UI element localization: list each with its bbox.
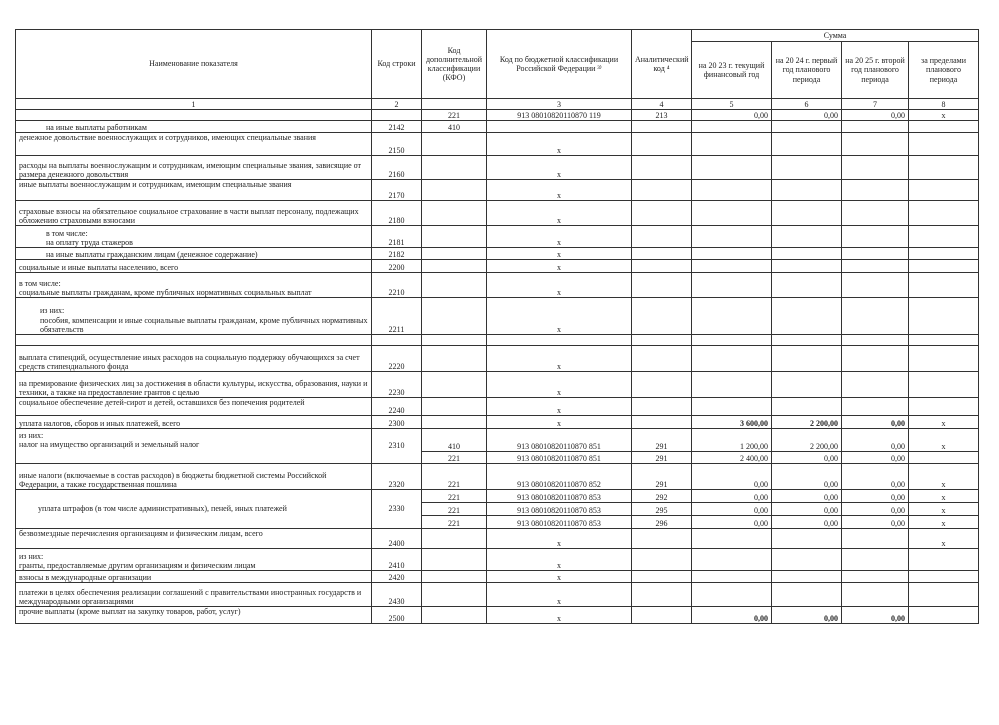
- row-code: 2410: [372, 549, 422, 571]
- row-analytic: 291: [632, 452, 692, 464]
- col-number: 3: [487, 99, 632, 110]
- header-code: Код строки: [372, 30, 422, 99]
- row-value-2025: 0,00: [842, 464, 909, 490]
- row-value-beyond: x: [909, 110, 979, 121]
- row-value-2023: 0,00: [692, 464, 772, 490]
- row-prefix: из них:: [19, 431, 44, 440]
- row-value-2023: 0,00: [692, 490, 772, 503]
- table-row: [16, 583, 979, 607]
- table-row: [16, 429, 979, 452]
- row-prefix: из них:: [40, 306, 65, 316]
- col-number: 7: [842, 99, 909, 110]
- row-value-2025: 0,00: [842, 429, 909, 452]
- row-value-beyond: x: [909, 516, 979, 529]
- row-value-2024: 0,00: [772, 516, 842, 529]
- row-analytic: 295: [632, 503, 692, 516]
- row-value-2024: 0,00: [772, 452, 842, 464]
- row-code: 2300: [372, 416, 422, 429]
- col-number: 4: [632, 99, 692, 110]
- row-bk: 913 08010820110870 851: [487, 429, 632, 452]
- row-name: на премирование физических лиц за достижения в области культуры, искусства, образования, науки и техники, а также на предоставление грантов с целью: [16, 372, 372, 398]
- table-row: [16, 549, 979, 571]
- row-code: 2310: [372, 429, 422, 464]
- row-code: 2210: [372, 273, 422, 298]
- row-name: выплата стипендий, осуществление иных расходов на социальную поддержку обучающихся за счет средств стипендиального фонда: [16, 346, 372, 372]
- row-name: социальные выплаты гражданам, кроме публичных нормативных социальных выплат: [19, 287, 312, 297]
- col-number: 1: [16, 99, 372, 110]
- row-value-2024: 0,00: [772, 490, 842, 503]
- row-code: 2150: [372, 133, 422, 156]
- header-year-2023: на 20 23 г. текущий финансовый год: [692, 42, 772, 99]
- row-kfo: 221: [422, 452, 487, 464]
- header-beyond: за пределами планового периода: [909, 42, 979, 99]
- col-number: 6: [772, 99, 842, 110]
- row-name: уплата штрафов (в том числе административных), пеней, иных платежей: [16, 490, 372, 529]
- row-code: 2330: [372, 490, 422, 529]
- row-value-2024: 0,00: [772, 503, 842, 516]
- row-kfo: 221: [422, 503, 487, 516]
- row-value-2025: 0,00: [842, 490, 909, 503]
- col-number: [422, 99, 487, 110]
- row-value-2023: 1 200,00: [692, 429, 772, 452]
- row-name: иные выплаты военнослужащим и сотрудникам, имеющим специальные звания: [16, 180, 372, 201]
- row-analytic: 292: [632, 490, 692, 503]
- table-row: [16, 298, 979, 335]
- row-bk: x: [487, 226, 632, 248]
- header-kfo: Код дополнительной классификации (КФО): [422, 30, 487, 99]
- row-name-cell: [16, 549, 372, 571]
- row-analytic: 291: [632, 464, 692, 490]
- row-bk: x: [487, 180, 632, 201]
- col-number: 8: [909, 99, 979, 110]
- row-bk: x: [487, 549, 632, 571]
- row-value-beyond: x: [909, 529, 979, 549]
- row-name: страховые взносы на обязательное социальное страхование в части выплат персоналу, подлежащих обложению страховыми взносами: [16, 201, 372, 226]
- row-bk: x: [487, 372, 632, 398]
- row-name: денежное довольствие военнослужащих и сотрудников, имеющих специальные звания: [16, 133, 372, 156]
- table-row: [16, 180, 979, 201]
- row-name: социальное обеспечение детей-сирот и детей, оставшихся без попечения родителей: [16, 398, 372, 416]
- budget-table: [15, 29, 979, 624]
- row-code: 2320: [372, 464, 422, 490]
- row-value-2024: 0,00: [772, 110, 842, 121]
- row-name: социальные и иные выплаты населению, всего: [16, 260, 372, 273]
- row-value-beyond: x: [909, 429, 979, 452]
- row-name-cell: [16, 273, 372, 298]
- row-value-2025: 0,00: [842, 503, 909, 516]
- row-value-2025: 0,00: [842, 516, 909, 529]
- table-row: [16, 529, 979, 549]
- row-name: платежи в целях обеспечения реализации соглашений с правительствами иностранных государств и международными организациями: [16, 583, 372, 607]
- row-name: уплата налогов, сборов и иных платежей, всего: [16, 416, 372, 429]
- row-code: 2500: [372, 607, 422, 624]
- row-code: 2180: [372, 201, 422, 226]
- row-code: 2181: [372, 226, 422, 248]
- table-row: [16, 416, 979, 429]
- row-bk: x: [487, 298, 632, 335]
- row-value-2023: 0,00: [692, 516, 772, 529]
- row-value-2023: 0,00: [692, 607, 772, 624]
- row-kfo: 410: [422, 429, 487, 452]
- row-name: налог на имущество организаций и земельный налог: [19, 440, 200, 450]
- row-value-beyond: x: [909, 464, 979, 490]
- row-value-2023: 3 600,00: [692, 416, 772, 429]
- table-row: [16, 201, 979, 226]
- table-row: [16, 260, 979, 273]
- row-kfo: 221: [422, 464, 487, 490]
- table-row: [16, 121, 979, 133]
- row-bk: x: [487, 583, 632, 607]
- row-bk: 913 08010820110870 852: [487, 464, 632, 490]
- row-code: 2160: [372, 156, 422, 180]
- row-code: 2220: [372, 346, 422, 372]
- row-bk: x: [487, 529, 632, 549]
- row-analytic: 296: [632, 516, 692, 529]
- row-name: взносы в международные организации: [16, 571, 372, 583]
- table-row: [16, 110, 979, 121]
- row-bk: x: [487, 260, 632, 273]
- row-code: 2211: [372, 298, 422, 335]
- row-bk: x: [487, 398, 632, 416]
- row-bk: x: [487, 248, 632, 260]
- row-bk: x: [487, 607, 632, 624]
- row-bk: x: [487, 156, 632, 180]
- row-prefix: из них:: [19, 551, 44, 561]
- table-row: [16, 372, 979, 398]
- row-value-2023: 0,00: [692, 503, 772, 516]
- col-number: 2: [372, 99, 422, 110]
- row-value-beyond: x: [909, 416, 979, 429]
- row-name: на иные выплаты гражданским лицам (денежное содержание): [16, 248, 372, 260]
- row-kfo: 221: [422, 110, 487, 121]
- table-row: [16, 335, 979, 346]
- row-value-2024: 0,00: [772, 607, 842, 624]
- row-value-beyond: x: [909, 490, 979, 503]
- table-row: [16, 398, 979, 416]
- row-name: иные налоги (включаемые в состав расходов) в бюджеты бюджетной системы Российской Федерации, а также государственная пошлина: [16, 464, 372, 490]
- row-value-2025: 0,00: [842, 607, 909, 624]
- row-code: 2240: [372, 398, 422, 416]
- row-bk: 913 08010820110870 119: [487, 110, 632, 121]
- row-name: пособия, компенсации и иные социальные выплаты гражданам, кроме публичных нормативных обязательств: [40, 315, 368, 334]
- row-bk: x: [487, 571, 632, 583]
- row-bk: 913 08010820110870 853: [487, 490, 632, 503]
- row-code: 2200: [372, 260, 422, 273]
- row-code: 2182: [372, 248, 422, 260]
- row-code: 2142: [372, 121, 422, 133]
- row-prefix: в том числе:: [46, 228, 88, 238]
- row-kfo: 221: [422, 490, 487, 503]
- row-name-cell: [16, 226, 372, 248]
- row-code: [372, 110, 422, 121]
- row-name: безвозмездные перечисления организациям и физическим лицам, всего: [16, 529, 372, 549]
- row-kfo: 410: [422, 121, 487, 133]
- row-value-2024: 2 200,00: [772, 429, 842, 452]
- row-name-cell: [16, 429, 372, 464]
- row-value-2025: 0,00: [842, 452, 909, 464]
- row-code: 2230: [372, 372, 422, 398]
- row-name: расходы на выплаты военнослужащим и сотрудникам, имеющим специальные звания, зависящие от размера денежного довольствия: [16, 156, 372, 180]
- row-value-beyond: x: [909, 503, 979, 516]
- row-value-2024: 2 200,00: [772, 416, 842, 429]
- table-row: [16, 248, 979, 260]
- row-name: на иные выплаты работникам: [16, 121, 372, 133]
- row-name: на оплату труда стажеров: [46, 237, 133, 247]
- row-value-2025: 0,00: [842, 416, 909, 429]
- table-row: [16, 273, 979, 298]
- row-code: 2430: [372, 583, 422, 607]
- row-prefix: в том числе:: [19, 278, 61, 288]
- table-row: [16, 607, 979, 624]
- header-analytic: Аналитический код ⁴: [632, 30, 692, 99]
- row-value-2023: 0,00: [692, 110, 772, 121]
- row-bk: 913 08010820110870 853: [487, 516, 632, 529]
- header-sum: Сумма: [692, 30, 979, 42]
- row-bk: x: [487, 133, 632, 156]
- row-bk: 913 08010820110870 853: [487, 503, 632, 516]
- row-bk: 913 08010820110870 851: [487, 452, 632, 464]
- table-row: [16, 490, 979, 503]
- row-name-cell: [16, 298, 372, 335]
- row-value-2023: 2 400,00: [692, 452, 772, 464]
- col-number: 5: [692, 99, 772, 110]
- row-name: [16, 110, 372, 121]
- row-value-2025: 0,00: [842, 110, 909, 121]
- row-name: прочие выплаты (кроме выплат на закупку товаров, работ, услуг): [16, 607, 372, 624]
- row-bk: x: [487, 346, 632, 372]
- row-code: 2420: [372, 571, 422, 583]
- table-row: [16, 133, 979, 156]
- row-name: гранты, предоставляемые другим организациям и физическим лицам: [19, 560, 256, 570]
- table-row: [16, 346, 979, 372]
- header-year-2025: на 20 25 г. второй год планового периода: [842, 42, 909, 99]
- row-analytic: 213: [632, 110, 692, 121]
- column-numbers-row: [16, 99, 979, 110]
- row-code: 2400: [372, 529, 422, 549]
- table-row: [16, 571, 979, 583]
- table-row: [16, 226, 979, 248]
- row-bk: x: [487, 416, 632, 429]
- header-bk: Код по бюджетной классификации Российской Федерации ³⁾: [487, 30, 632, 99]
- row-code: 2170: [372, 180, 422, 201]
- row-bk: x: [487, 273, 632, 298]
- table-row: [16, 464, 979, 490]
- row-bk: x: [487, 201, 632, 226]
- row-kfo: 221: [422, 516, 487, 529]
- table-row: [16, 156, 979, 180]
- header-year-2024: на 20 24 г. первый год планового периода: [772, 42, 842, 99]
- row-value-2024: 0,00: [772, 464, 842, 490]
- row-analytic: 291: [632, 429, 692, 452]
- header-name: Наименование показателя: [16, 30, 372, 99]
